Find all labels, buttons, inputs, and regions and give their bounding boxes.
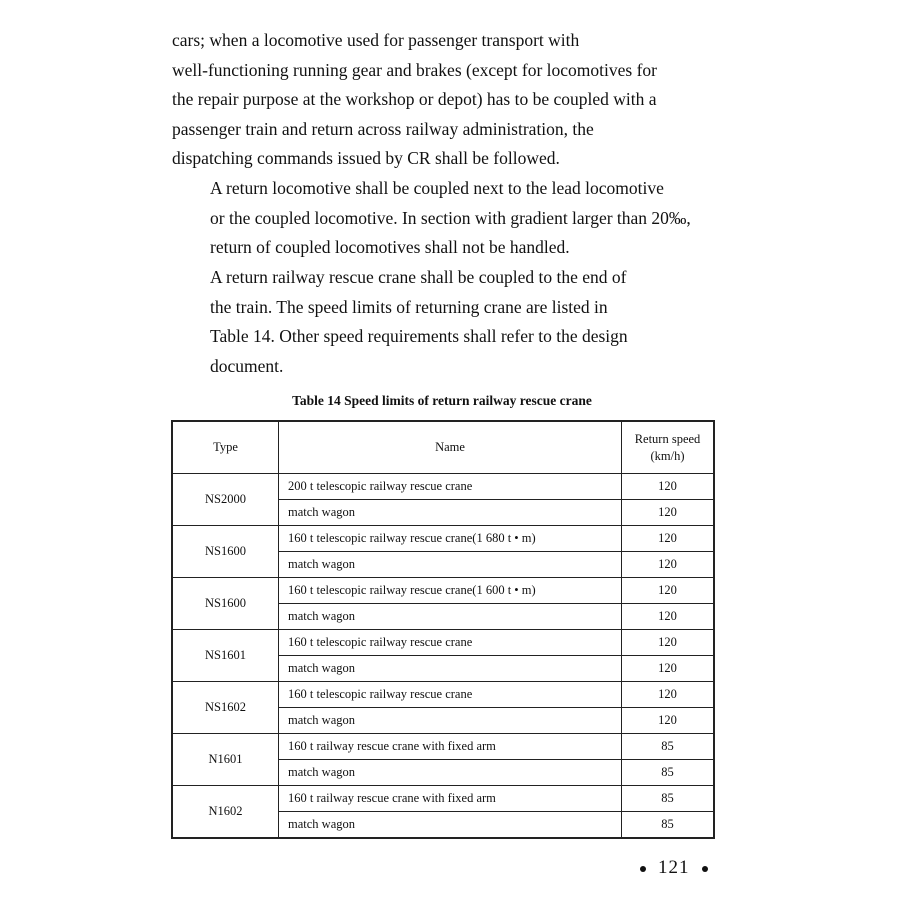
cell-name: 160 t telescopic railway rescue crane(1 680 t • m) [279,526,622,552]
cell-speed: 120 [622,656,714,682]
paragraph-rescue-crane [172,263,732,381]
cell-name: 160 t telescopic railway rescue crane [279,630,622,656]
cell-name: 160 t railway rescue crane with fixed arm [279,786,622,812]
cell-speed: 120 [622,708,714,734]
header-name: Name [279,422,622,474]
table-caption: Table 14 Speed limits of return railway rescue crane [292,393,592,408]
cell-name: match wagon [279,812,622,838]
table-row [173,526,714,552]
cell-name: match wagon [279,500,622,526]
table-row [173,630,714,656]
header-speed-unit: (km/h) [650,448,685,463]
cell-type: NS1602 [173,682,279,734]
cell-speed: 120 [622,500,714,526]
cell-name: match wagon [279,552,622,578]
cell-name: 160 t railway rescue crane with fixed arm [279,734,622,760]
bullet-dot [702,866,708,872]
text-line: the train. The speed limits of returning crane are listed in [210,296,608,317]
cell-speed: 85 [622,812,714,838]
cell-speed: 120 [622,604,714,630]
text-line: return of coupled locomotives shall not be handled. [210,237,570,258]
table-row [173,734,714,760]
cell-type: NS1600 [173,526,279,578]
cell-type: NS1601 [173,630,279,682]
cell-type: N1602 [173,786,279,838]
cell-type: NS2000 [173,474,279,526]
cell-speed: 120 [622,578,714,604]
cell-speed: 85 [622,786,714,812]
cell-type: N1601 [173,734,279,786]
cell-type: NS1600 [173,578,279,630]
page-number [628,857,720,879]
cell-speed: 120 [622,552,714,578]
cell-name: 200 t telescopic railway rescue crane [279,474,622,500]
cell-name: 160 t telescopic railway rescue crane(1 600 t • m) [279,578,622,604]
text-line: dispatching commands issued by CR shall be followed. [172,148,560,169]
table-row [173,474,714,500]
header-return-speed [622,422,714,474]
cell-speed: 120 [622,526,714,552]
cell-speed: 85 [622,734,714,760]
text-line: or the coupled locomotive. In section with gradient larger than 20‰, [210,207,691,228]
cell-name: match wagon [279,760,622,786]
cell-name: match wagon [279,656,622,682]
table-row [173,682,714,708]
text-line: passenger train and return across railway administration, the [172,118,594,139]
page-number-value: 121 [658,857,690,878]
text-line: well-functioning running gear and brakes (except for locomotives for [172,59,657,80]
cell-speed: 85 [622,760,714,786]
paragraph-return-locomotive [172,174,732,263]
cell-speed: 120 [622,474,714,500]
text-line: document. [210,355,284,376]
text-line: cars; when a locomotive used for passenger transport with [172,30,580,50]
cell-speed: 120 [622,630,714,656]
cell-name: match wagon [279,604,622,630]
header-speed-label: Return speed [634,431,701,446]
text-line: A return railway rescue crane shall be coupled to the end of [210,267,627,287]
text-line: Table 14. Other speed requirements shall refer to the design [210,326,628,347]
bullet-dot [640,866,646,872]
text-line: the repair purpose at the workshop or depot) has to be coupled with a [172,89,657,110]
speed-limits-table [172,421,714,838]
table-row [173,786,714,812]
table-header-row [173,422,714,474]
cell-name: match wagon [279,708,622,734]
table-row [173,578,714,604]
text-line: A return locomotive shall be coupled next to the lead locomotive [210,178,664,198]
header-type: Type [173,422,279,474]
paragraph-continuation [172,26,732,174]
cell-name: 160 t telescopic railway rescue crane [279,682,622,708]
cell-speed: 120 [622,682,714,708]
